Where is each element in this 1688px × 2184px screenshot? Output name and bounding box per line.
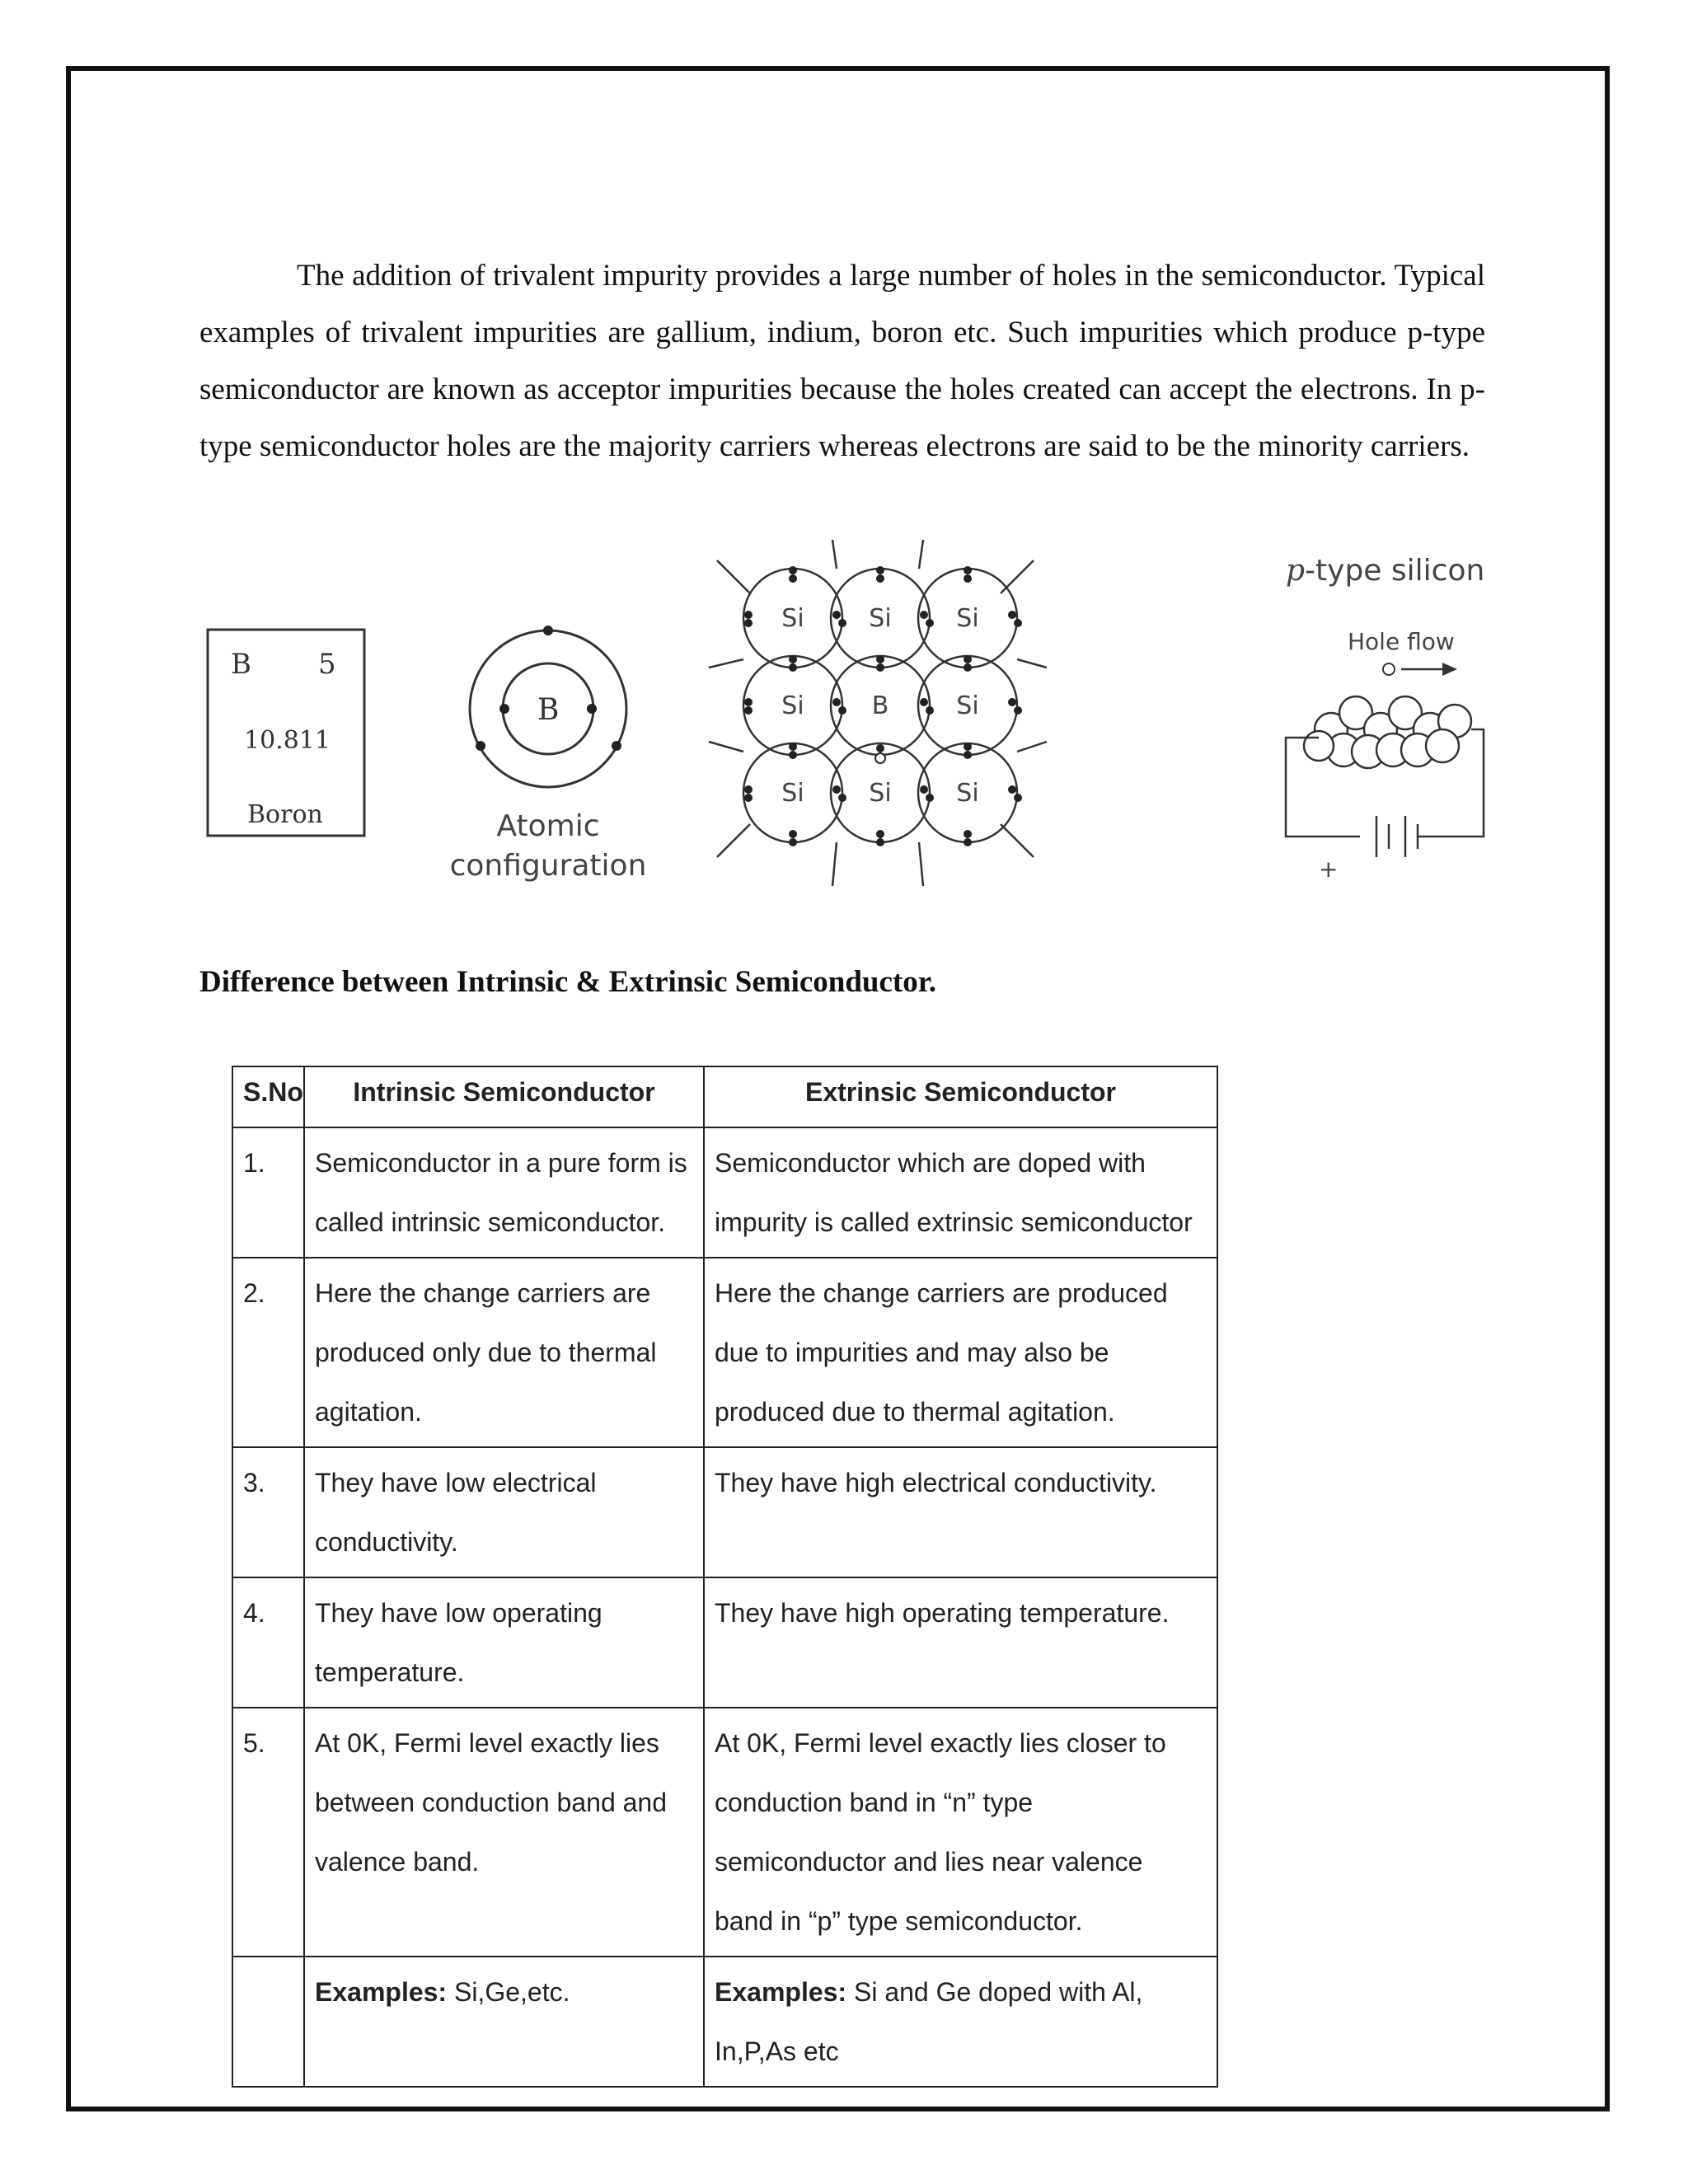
boron-element-box bbox=[204, 626, 369, 841]
table-cell: They have low operating temperature. bbox=[304, 1577, 704, 1708]
table-header-row bbox=[232, 1066, 1217, 1127]
table-cell: Here the change carriers are produced only due to thermal agitation. bbox=[304, 1258, 704, 1447]
element-mass: 10.811 bbox=[244, 726, 331, 755]
column-header: Intrinsic Semiconductor bbox=[304, 1066, 704, 1127]
table-cell: 5. bbox=[232, 1708, 304, 1957]
table-cell: They have high electrical conductivity. bbox=[704, 1447, 1217, 1577]
examples-label: Examples: bbox=[715, 1977, 847, 2007]
table-row bbox=[232, 1447, 1217, 1577]
lattice-atom: B bbox=[871, 691, 889, 720]
electron bbox=[499, 704, 509, 714]
table-row bbox=[232, 1258, 1217, 1447]
column-header: S.No bbox=[232, 1066, 304, 1127]
table-cell: At 0K, Fermi level exactly lies closer to conduction band in “n” type semiconductor and lies near valence band in “p” type semiconductor. bbox=[704, 1708, 1217, 1957]
table-cell: At 0K, Fermi level exactly lies between conduction band and valence band. bbox=[304, 1708, 704, 1957]
hole-flow-label: Hole flow bbox=[1348, 628, 1455, 655]
table-cell: Semiconductor which are doped with impurity is called extrinsic semiconductor bbox=[704, 1127, 1217, 1258]
electron bbox=[543, 626, 553, 635]
body-paragraph bbox=[199, 247, 1485, 475]
table-cell: 4. bbox=[232, 1577, 304, 1708]
column-header: Extrinsic Semiconductor bbox=[704, 1066, 1217, 1127]
lattice-atom: Si bbox=[956, 691, 979, 720]
element-symbol: B bbox=[231, 648, 251, 681]
table-cell: 3. bbox=[232, 1447, 304, 1577]
table-cell bbox=[304, 1957, 704, 2087]
examples-row bbox=[232, 1957, 1217, 2087]
atom-caption-line1: Atomic bbox=[496, 809, 600, 843]
examples-label: Examples: bbox=[315, 1977, 448, 2007]
lattice-atom: Si bbox=[869, 779, 892, 808]
paragraph-text: The addition of trivalent impurity provides a large number of holes in the semiconductor. Typical examples of trivalent impurities are gallium, indium, boron etc. Such impurities which produce p-type semiconductor are known as acceptor impurities because the holes created can accept the electrons. In p-type semiconductor holes are the majority carriers whereas electrons are said to be the minority carriers. bbox=[199, 259, 1485, 463]
hole-marker bbox=[875, 753, 885, 763]
table-cell bbox=[232, 1957, 304, 2087]
silicon-atoms bbox=[1304, 696, 1471, 768]
lattice-atom: Si bbox=[781, 691, 804, 720]
table-cell: Here the change carriers are produced due to impurities and may also be produced due to thermal agitation. bbox=[704, 1258, 1217, 1447]
element-name: Boron bbox=[247, 800, 323, 829]
hole-symbol bbox=[1383, 663, 1395, 675]
crystal-lattice-diagram bbox=[701, 536, 1063, 890]
lattice-atom: Si bbox=[956, 604, 979, 633]
examples-intrinsic: Si,Ge,etc. bbox=[447, 1977, 570, 2007]
atomic-configuration-diagram bbox=[437, 610, 668, 898]
electron bbox=[612, 741, 621, 751]
table-row bbox=[232, 1577, 1217, 1708]
table-cell: They have high operating temperature. bbox=[704, 1577, 1217, 1708]
electron bbox=[587, 704, 597, 714]
element-atomic-number: 5 bbox=[318, 648, 336, 681]
comparison-table bbox=[232, 1066, 1218, 2088]
arrow-head bbox=[1442, 663, 1457, 676]
table-cell bbox=[704, 1957, 1217, 2087]
p-type-circuit-diagram bbox=[1269, 544, 1517, 898]
atom-core-label: B bbox=[537, 693, 560, 727]
circuit-title: p-type silicon bbox=[1286, 554, 1485, 588]
table-row bbox=[232, 1127, 1217, 1258]
lattice-atom: Si bbox=[781, 604, 804, 633]
table-cell: 2. bbox=[232, 1258, 304, 1447]
table-cell: They have low electrical conductivity. bbox=[304, 1447, 704, 1577]
lattice-atom: Si bbox=[956, 779, 979, 808]
section-heading: Difference between Intrinsic & Extrinsic Semiconductor. bbox=[199, 965, 937, 999]
electron bbox=[476, 741, 485, 751]
table-cell: Semiconductor in a pure form is called intrinsic semiconductor. bbox=[304, 1127, 704, 1258]
table-cell: 1. bbox=[232, 1127, 304, 1258]
lattice-atom: Si bbox=[781, 779, 804, 808]
examples-extrinsic: Si and Ge doped with Al, In,P,As etc bbox=[715, 1977, 1143, 2066]
atom-caption-line2: configuration bbox=[449, 849, 647, 883]
table-row bbox=[232, 1708, 1217, 1957]
plus-terminal: + bbox=[1319, 855, 1339, 883]
lattice-atom: Si bbox=[869, 604, 892, 633]
